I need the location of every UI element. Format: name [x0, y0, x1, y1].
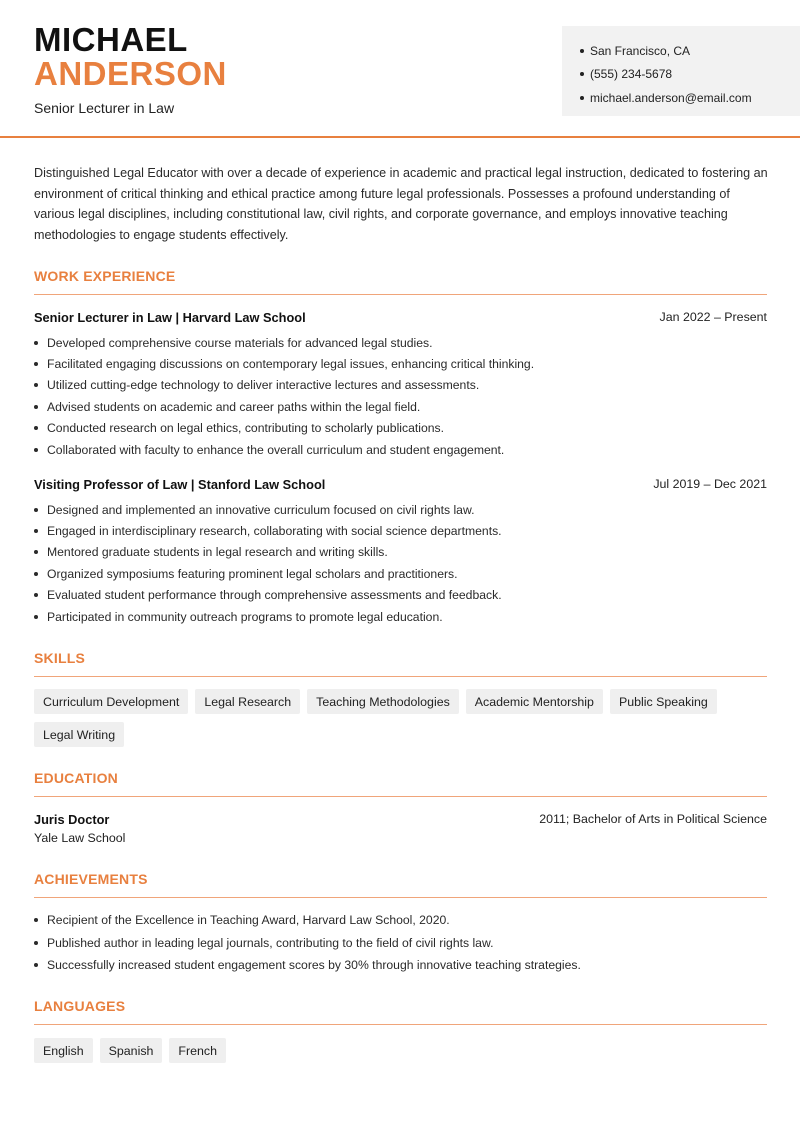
list-item-text: Developed comprehensive course materials for advanced legal studies.	[47, 335, 433, 350]
skill-chip: Legal Research	[195, 689, 300, 714]
list-item-text: Evaluated student performance through comprehensive assessments and feedback.	[47, 588, 502, 603]
job-dates-2: Jul 2019 – Dec 2021	[653, 477, 767, 491]
bullet-icon	[34, 550, 38, 554]
list-item	[34, 418, 769, 439]
list-item-text: Conducted research on legal ethics, contributing to scholarly publications.	[47, 421, 444, 436]
bullet-icon	[34, 405, 38, 409]
skills-chip-list	[34, 689, 769, 747]
section-divider	[34, 294, 767, 295]
section-divider	[34, 796, 767, 797]
list-item	[34, 909, 769, 932]
job-1-bullet-list	[34, 332, 769, 460]
contact-phone	[580, 63, 800, 87]
job-dates-1: Jan 2022 – Present	[659, 310, 767, 324]
list-item-text: Advised students on academic and career paths within the legal field.	[47, 399, 421, 414]
list-item-text: Utilized cutting-edge technology to deliver interactive lectures and assessments.	[47, 378, 480, 393]
language-chip: Spanish	[100, 1038, 163, 1063]
list-item-text: Mentored graduate students in legal research and writing skills.	[47, 545, 388, 560]
job-title-subtitle: Senior Lecturer in Law	[34, 100, 175, 116]
list-item-text: Organized symposiums featuring prominent legal scholars and practitioners.	[47, 566, 458, 581]
skill-chip: Public Speaking	[610, 689, 717, 714]
bullet-icon	[34, 918, 38, 922]
list-item-text: Collaborated with faculty to enhance the overall curriculum and student engagement.	[47, 442, 505, 457]
section-title-work-experience: WORK EXPERIENCE	[34, 268, 176, 284]
section-title-education: EDUCATION	[34, 770, 118, 786]
bullet-icon	[34, 529, 38, 533]
list-item	[34, 499, 769, 520]
list-item	[34, 353, 769, 374]
job-title-2: Visiting Professor of Law | Stanford Law School	[34, 477, 326, 492]
bullet-icon	[34, 941, 38, 945]
section-title-skills: SKILLS	[34, 650, 85, 666]
job-title-1: Senior Lecturer in Law | Harvard Law School	[34, 310, 306, 325]
list-item	[34, 396, 769, 417]
section-title-languages: LANGUAGES	[34, 998, 126, 1014]
section-divider	[34, 1024, 767, 1025]
contact-box	[562, 26, 800, 116]
list-item	[34, 585, 769, 606]
resume-header	[0, 0, 800, 138]
bullet-icon	[34, 615, 38, 619]
section-title-achievements: ACHIEVEMENTS	[34, 871, 148, 887]
bullet-icon	[34, 593, 38, 597]
bullet-icon	[34, 341, 38, 345]
contact-location-text: San Francisco, CA	[590, 43, 691, 58]
list-item-text: Engaged in interdisciplinary research, collaborating with social science departments.	[47, 524, 502, 539]
list-item-text: Published author in leading legal journals, contributing to the field of civil rights law.	[47, 935, 494, 950]
skill-chip: Curriculum Development	[34, 689, 188, 714]
list-item-text: Recipient of the Excellence in Teaching Award, Harvard Law School, 2020.	[47, 913, 450, 928]
bullet-icon	[34, 362, 38, 366]
bullet-icon	[34, 963, 38, 967]
list-item	[34, 606, 769, 627]
education-degree: Juris Doctor	[34, 812, 110, 827]
list-item-text: Successfully increased student engagement scores by 30% through innovative teaching strategies.	[47, 958, 581, 973]
contact-email-text[interactable]: michael.anderson@email.com	[590, 90, 752, 105]
bullet-icon	[34, 572, 38, 576]
professional-summary: Distinguished Legal Educator with over a decade of experience in academic and practical legal instruction, dedicated to fostering an environment of critical thinking and ethical practice among future legal professionals. Possesses a profound understanding of various legal disciplines, including constitutional law, civil rights, and corporate governance, and employs innovative teaching methodologies to engage students effectively.	[34, 166, 768, 242]
bullet-icon	[34, 508, 38, 512]
last-name: ANDERSON	[34, 55, 227, 92]
list-item-text: Participated in community outreach programs to promote legal education.	[47, 609, 443, 624]
list-item	[34, 542, 769, 563]
section-divider	[34, 897, 767, 898]
first-name: MICHAEL	[34, 21, 188, 58]
contact-location	[580, 39, 800, 63]
language-chip: French	[169, 1038, 226, 1063]
contact-phone-text: (555) 234-5678	[590, 67, 673, 82]
list-item	[34, 439, 769, 460]
bullet-icon	[580, 49, 584, 53]
achievements-list	[34, 909, 769, 977]
job-2-bullet-list	[34, 499, 769, 627]
list-item	[34, 332, 769, 353]
education-school: Yale Law School	[34, 831, 126, 845]
list-item	[34, 563, 769, 584]
bullet-icon	[34, 426, 38, 430]
skill-chip: Teaching Methodologies	[307, 689, 459, 714]
bullet-icon	[34, 448, 38, 452]
bullet-icon	[580, 96, 584, 100]
skill-chip: Academic Mentorship	[466, 689, 603, 714]
list-item-text: Designed and implemented an innovative curriculum focused on civil rights law.	[47, 502, 475, 517]
bullet-icon	[34, 383, 38, 387]
contact-email[interactable]	[580, 86, 800, 110]
list-item	[34, 520, 769, 541]
education-detail: 2011; Bachelor of Arts in Political Science	[539, 812, 767, 826]
skill-chip: Legal Writing	[34, 722, 124, 747]
list-item	[34, 932, 769, 955]
language-chip: English	[34, 1038, 93, 1063]
list-item-text: Facilitated engaging discussions on contemporary legal issues, enhancing critical thinking.	[47, 357, 535, 372]
languages-chip-list	[34, 1038, 769, 1063]
list-item	[34, 375, 769, 396]
list-item	[34, 954, 769, 977]
section-divider	[34, 676, 767, 677]
bullet-icon	[580, 72, 584, 76]
